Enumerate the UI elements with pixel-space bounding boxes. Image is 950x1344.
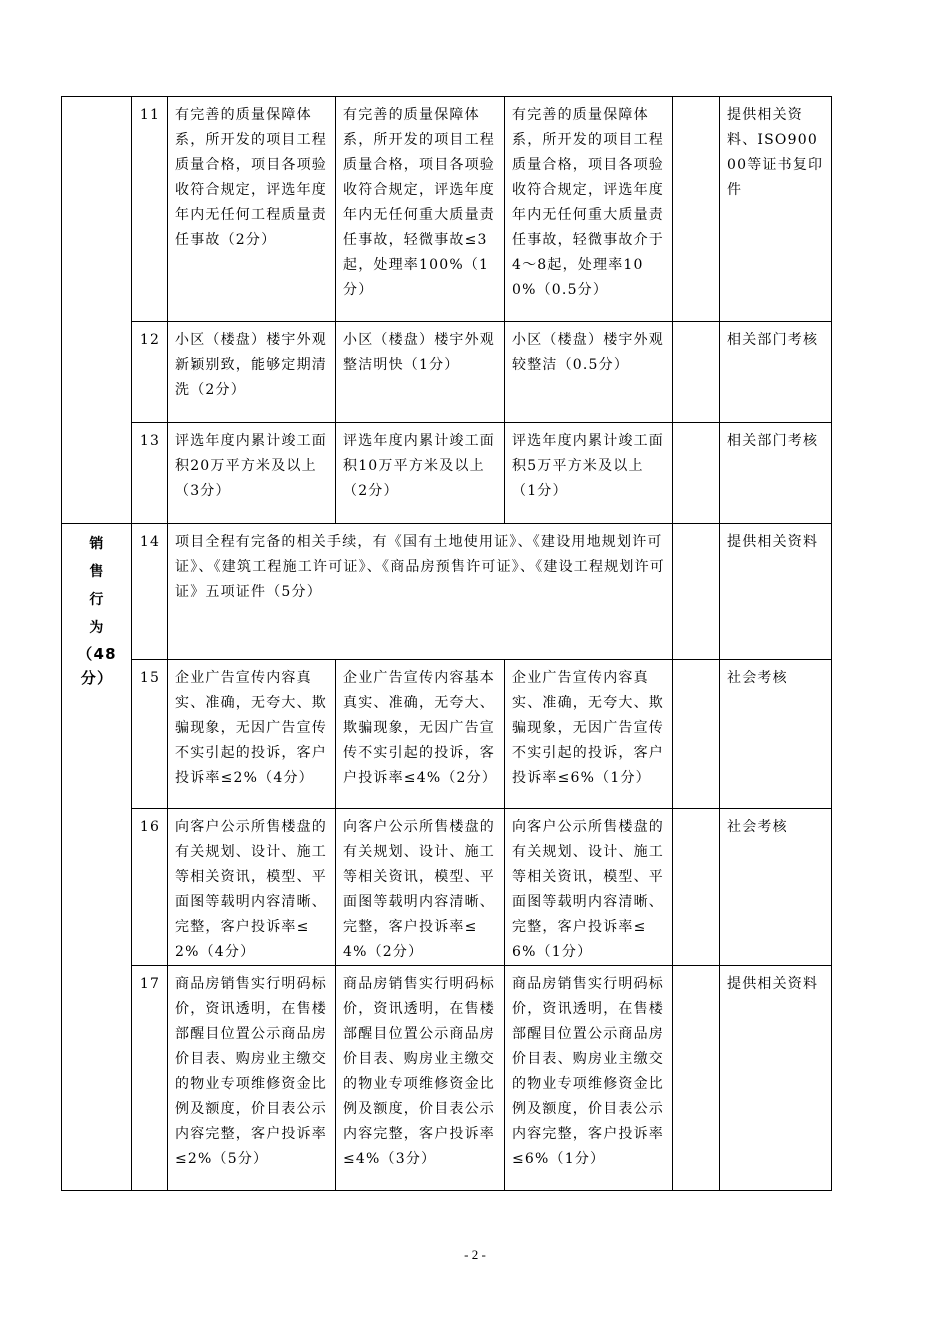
level2-criteria: 有完善的质量保障体系，所开发的项目工程质量合格，项目各项验收符合规定，评选年度年内无任何重大质量责任事故，轻微事故≤3起，处理率100%（1分） — [336, 97, 505, 322]
row-number: 17 — [132, 966, 168, 1191]
level1-criteria: 小区（楼盘）楼宇外观新颖别致，能够定期清洗（2分） — [168, 322, 336, 423]
level3-criteria: 评选年度内累计竣工面积5万平方米及以上（1分） — [505, 423, 673, 524]
level1-criteria: 评选年度内累计竣工面积20万平方米及以上（3分） — [168, 423, 336, 524]
score-cell — [673, 660, 720, 809]
level3-criteria: 商品房销售实行明码标价，资讯透明，在售楼部醒目位置公示商品房价目表、购房业主缴交的物业专项维修资金比例及额度，价目表公示内容完整，客户投诉率≤6%（1分） — [505, 966, 673, 1191]
row-number: 13 — [132, 423, 168, 524]
level1-criteria: 企业广告宣传内容真实、准确，无夸大、欺骗现象，无因广告宣传不实引起的投诉，客户投诉率≤2%（4分） — [168, 660, 336, 809]
score-cell — [673, 524, 720, 660]
level3-criteria: 向客户公示所售楼盘的有关规划、设计、施工等相关资讯，模型、平面图等载明内容清晰、完整，客户投诉率≤ 6%（1分） — [505, 809, 673, 966]
row-number: 15 — [132, 660, 168, 809]
table-row — [62, 524, 832, 660]
assessment-note: 提供相关资料 — [720, 524, 832, 660]
category-label: 销售行为 — [89, 536, 105, 636]
assessment-note: 提供相关资料、ISO90000等证书复印件 — [720, 97, 832, 322]
assessment-note: 社会考核 — [720, 660, 832, 809]
level1-criteria: 向客户公示所售楼盘的有关规划、设计、施工等相关资讯，模型、平面图等载明内容清晰、完整，客户投诉率≤ 2%（4分） — [168, 809, 336, 966]
category-sales — [62, 524, 132, 1191]
assessment-note: 相关部门考核 — [720, 423, 832, 524]
table-row — [62, 423, 832, 524]
score-cell — [673, 809, 720, 966]
level2-criteria: 向客户公示所售楼盘的有关规划、设计、施工等相关资讯，模型、平面图等载明内容清晰、完整，客户投诉率≤ 4%（2分） — [336, 809, 505, 966]
table-row — [62, 660, 832, 809]
category-score: （48分） — [77, 645, 117, 687]
table-row — [62, 322, 832, 423]
row-number: 16 — [132, 809, 168, 966]
score-cell — [673, 97, 720, 322]
page-number: - 2 - — [464, 1247, 486, 1262]
row-number: 14 — [132, 524, 168, 660]
table-row — [62, 809, 832, 966]
score-cell — [673, 322, 720, 423]
table-row — [62, 97, 832, 322]
level2-criteria: 商品房销售实行明码标价，资讯透明，在售楼部醒目位置公示商品房价目表、购房业主缴交的物业专项维修资金比例及额度，价目表公示内容完整，客户投诉率≤4%（3分） — [336, 966, 505, 1191]
level2-criteria: 小区（楼盘）楼宇外观整洁明快（1分） — [336, 322, 505, 423]
score-cell — [673, 966, 720, 1191]
assessment-note: 社会考核 — [720, 809, 832, 966]
level2-criteria: 企业广告宣传内容基本真实、准确，无夸大、欺骗现象，无因广告宣传不实引起的投诉，客户投诉率≤4%（2分） — [336, 660, 505, 809]
row-number: 11 — [132, 97, 168, 322]
level2-criteria: 评选年度内累计竣工面积10万平方米及以上（2分） — [336, 423, 505, 524]
table-row — [62, 966, 832, 1191]
level3-criteria: 有完善的质量保障体系，所开发的项目工程质量合格，项目各项验收符合规定，评选年度年内无任何重大质量责任事故，轻微事故介于4～8起，处理率100%（0.5分） — [505, 97, 673, 322]
row-number: 12 — [132, 322, 168, 423]
evaluation-table — [61, 96, 832, 1191]
level1-criteria: 商品房销售实行明码标价，资讯透明，在售楼部醒目位置公示商品房价目表、购房业主缴交的物业专项维修资金比例及额度，价目表公示内容完整，客户投诉率≤2%（5分） — [168, 966, 336, 1191]
score-cell — [673, 423, 720, 524]
level3-criteria: 小区（楼盘）楼宇外观较整洁（0.5分） — [505, 322, 673, 423]
level3-criteria: 企业广告宣传内容真实、准确，无夸大、欺骗现象，无因广告宣传不实引起的投诉，客户投诉率≤6%（1分） — [505, 660, 673, 809]
assessment-note: 相关部门考核 — [720, 322, 832, 423]
assessment-note: 提供相关资料 — [720, 966, 832, 1191]
level1-criteria: 有完善的质量保障体系，所开发的项目工程质量合格，项目各项验收符合规定，评选年度年内无任何工程质量责任事故（2分） — [168, 97, 336, 322]
category-cell-previous — [62, 97, 132, 524]
merged-criteria: 项目全程有完备的相关手续，有《国有土地使用证》、《建设用地规划许可证》、《建筑工程施工许可证》、《商品房预售许可证》、《建设工程规划许可证》五项证件（5分） — [168, 524, 673, 660]
